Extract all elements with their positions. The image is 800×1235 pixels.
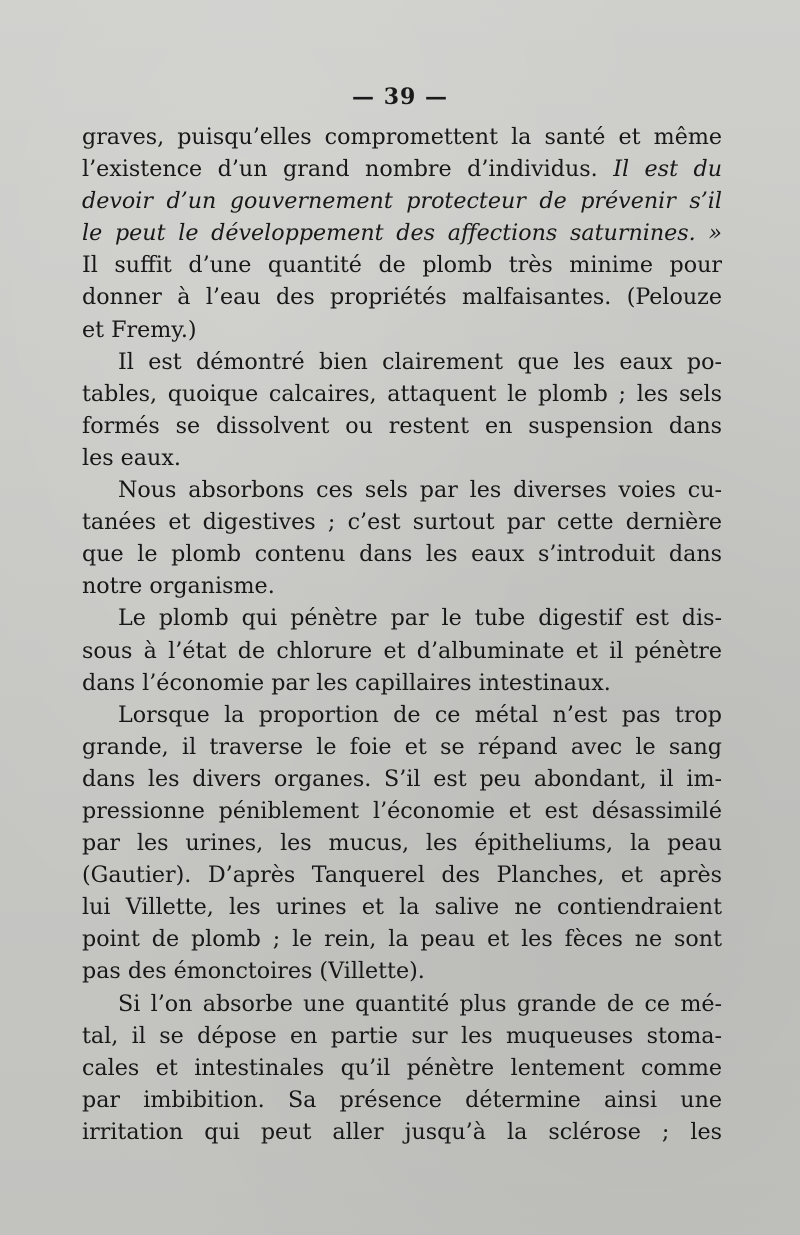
text-line: Il suffit d’une quantité de plomb très minime pour [82, 252, 722, 279]
text-line: pas des émonctoires (Villette). [82, 958, 425, 985]
italic-text: Il est du [613, 156, 722, 183]
text-line [82, 153, 722, 185]
text-line: lui Villette, les urines et la salive ne contiendraient [82, 894, 722, 921]
text-line: dans les divers organes. S’il est peu abondant, il im- [82, 765, 722, 792]
text-line: graves, puisqu’elles compromettent la santé et même [82, 124, 722, 150]
text-line: que le plomb contenu dans les eaux s’introduit dans [82, 541, 722, 568]
text-line: grande, il traverse le foie et se répand avec le sang [82, 733, 722, 760]
text-line: point de plomb ; le rein, la peau et les fèces ne sont [82, 926, 722, 953]
text-line: Il est démontré bien clairement que les eaux po- [118, 348, 722, 375]
text-line: notre organisme. [82, 573, 275, 600]
text-line: dans l’économie par les capillaires intestinaux. [82, 669, 611, 696]
text-line: par les urines, les mucus, les épitheliums, la peau [82, 830, 722, 857]
text-line: les eaux. [82, 444, 181, 471]
text-line-italic: devoir d’un gouvernement protecteur de prévenir s’il [82, 188, 722, 215]
text-line: Nous absorbons ces sels par les diverses voies cu- [118, 477, 722, 504]
text-line: (Gautier). D’après Tanquerel des Planches, et après [82, 862, 722, 889]
text-line: pressionne péniblement l’économie et est désassimilé [82, 797, 722, 824]
text-line-italic: le peut le développement des affections saturnines. » [82, 220, 722, 247]
text-line: sous à l’état de chlorure et d’albuminate et il pénètre [82, 637, 722, 664]
text-line: par imbibition. Sa présence détermine ainsi une [82, 1086, 722, 1113]
text-line: donner à l’eau des propriétés malfaisantes. (Pelouze [82, 284, 722, 311]
text-line: Lorsque la proportion de ce métal n’est pas trop [118, 701, 722, 728]
text-line: tanées et digestives ; c’est surtout par cette dernière [82, 509, 722, 536]
text-line: tables, quoique calcaires, attaquent le plomb ; les sels [82, 380, 722, 407]
text-line-start: l’existence d’un grand nombre d’individus. [82, 156, 614, 183]
text-line: formés se dissolvent ou restent en suspension dans [82, 412, 722, 439]
text-line: irritation qui peut aller jusqu’à la sclérose ; les [82, 1118, 722, 1145]
page-number: — 39 — [352, 84, 448, 110]
text-line: tal, il se dépose en partie sur les muqueuses stoma- [82, 1022, 722, 1049]
body-text [82, 121, 722, 1148]
text-line: Le plomb qui pénètre par le tube digestif est dis- [118, 605, 722, 632]
text-line: Si l’on absorbe une quantité plus grande de ce mé- [118, 990, 722, 1017]
text-line: et Fremy.) [82, 316, 197, 343]
text-line: cales et intestinales qu’il pénètre lentement comme [82, 1054, 722, 1081]
